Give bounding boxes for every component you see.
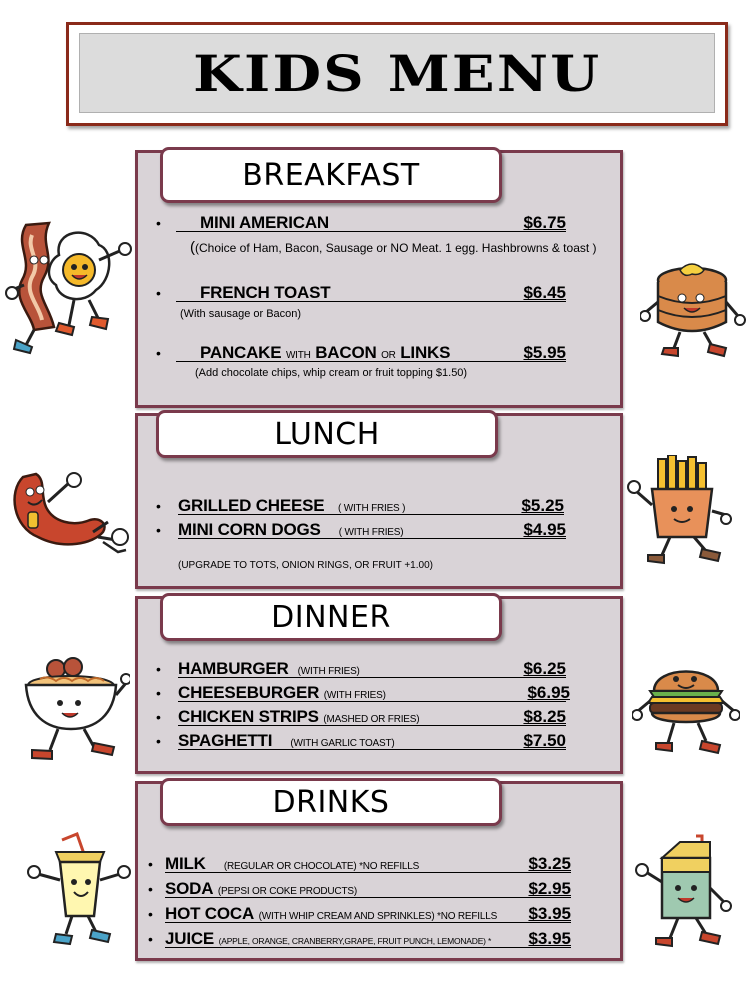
bullet: • (156, 345, 161, 361)
item-price: $6.45 (523, 283, 566, 302)
section-header: DRINKS (160, 778, 502, 826)
item-detail: ( WITH FRIES ) (338, 503, 406, 514)
item-name-text: MILK (165, 854, 206, 873)
menu-item (138, 854, 626, 876)
menu-item (138, 520, 626, 542)
item-name-part: PANCAKE (200, 343, 282, 362)
menu-item (138, 731, 626, 753)
spaghetti-bowl-icon (18, 655, 130, 765)
menu-item (138, 496, 626, 518)
menu-item (138, 929, 626, 951)
item-detail: (REGULAR OR CHOCOLATE) *NO REFILLS (223, 861, 420, 872)
item-name-text: CHEESEBURGER (178, 683, 320, 702)
bullet: • (156, 661, 161, 677)
item-detail: (PEPSI OR COKE PRODUCTS) (217, 886, 357, 897)
menu-item (138, 683, 626, 705)
menu-item (138, 904, 626, 926)
burger-icon (632, 655, 740, 761)
bullet: • (148, 881, 153, 897)
item-price: $3.25 (528, 854, 571, 873)
item-note: (Add chocolate chips, whip cream or fruit topping $1.50) (195, 367, 468, 379)
item-name-text: SODA (165, 879, 214, 898)
item-name (178, 707, 419, 727)
milkshake-cup-icon (22, 830, 134, 950)
section-header: DINNER (160, 593, 502, 641)
section-header: LUNCH (156, 410, 498, 458)
bullet: • (148, 931, 153, 947)
french-fries-icon (626, 455, 732, 567)
item-price: $6.25 (523, 659, 566, 678)
item-detail: (WITH WHIP CREAM AND SPRINKLES) *NO REFILLS (258, 911, 498, 922)
bullet: • (156, 522, 161, 538)
item-name (200, 343, 450, 363)
item-name (178, 659, 360, 679)
bullet: • (156, 498, 161, 514)
menu-item (138, 213, 626, 235)
item-price: $6.75 (523, 213, 566, 232)
bullet: • (156, 709, 161, 725)
item-price: $6.95 (527, 683, 570, 702)
bacon-and-egg-icon (4, 205, 136, 355)
item-detail: (WITH FRIES) (323, 690, 386, 701)
item-price: $5.25 (521, 496, 564, 515)
item-name-part: BACON (315, 343, 377, 362)
item-price: $7.50 (523, 731, 566, 750)
item-name-text: CHICKEN STRIPS (178, 707, 319, 726)
item-connector: OR (381, 350, 396, 361)
item-name-text: HAMBURGER (178, 659, 289, 678)
upgrade-note: (UPGRADE TO TOTS, ONION RINGS, OR FRUIT +1.00) (178, 560, 433, 571)
item-name-text: HOT COCA (165, 904, 255, 923)
item-connector: WITH (285, 350, 311, 361)
menu-item (138, 707, 626, 729)
item-name-text: SPAGHETTI (178, 731, 273, 750)
bullet: • (156, 733, 161, 749)
item-name-text: GRILLED CHEESE (178, 496, 325, 515)
item-detail: (WITH GARLIC TOAST) (290, 738, 395, 749)
section-header: BREAKFAST (160, 147, 502, 203)
item-price: $8.25 (523, 707, 566, 726)
juice-carton-icon (628, 832, 738, 952)
bullet: • (156, 685, 161, 701)
item-name (178, 683, 386, 703)
dinner-section (135, 596, 623, 774)
menu-title: KIDS MENU (192, 43, 602, 103)
item-price: $4.95 (523, 520, 566, 539)
item-name: FRENCH TOAST (200, 283, 331, 302)
item-note: ((Choice of Ham, Bacon, Sausage or NO Meat. 1 egg. Hashbrowns & toast ) (190, 239, 597, 256)
item-detail: (APPLE, ORANGE, CRANBERRY,GRAPE, FRUIT PUNCH, LEMONADE) * (218, 936, 492, 946)
breakfast-section (135, 150, 623, 408)
bullet: • (148, 906, 153, 922)
item-note-text: (Choice of Ham, Bacon, Sausage or NO Meat. 1 egg. Hashbrowns & toast ) (195, 241, 597, 255)
title-panel (79, 33, 715, 113)
item-name (178, 731, 395, 751)
sausage-icon (8, 462, 132, 558)
item-note: (With sausage or Bacon) (180, 308, 302, 320)
item-name (178, 496, 405, 516)
bullet: • (148, 856, 153, 872)
menu-item (138, 343, 626, 365)
menu-item (138, 659, 626, 681)
item-price: $3.95 (528, 929, 571, 948)
item-price: $3.95 (528, 904, 571, 923)
item-name-part: LINKS (400, 343, 451, 362)
item-detail: (WITH FRIES) (297, 666, 360, 677)
lunch-section (135, 413, 623, 589)
item-price: $2.95 (528, 879, 571, 898)
item-name (165, 929, 491, 949)
item-detail: ( WITH FRIES) (338, 527, 404, 538)
item-name (178, 520, 403, 540)
item-price: $5.95 (523, 343, 566, 362)
item-name (165, 854, 419, 874)
menu-item (138, 283, 626, 305)
bullet: • (156, 215, 161, 231)
title-banner (66, 22, 728, 126)
menu-item (138, 879, 626, 901)
drinks-section (135, 781, 623, 961)
item-name (165, 904, 497, 924)
item-name (165, 879, 357, 899)
item-name: MINI AMERICAN (200, 213, 329, 232)
item-name-text: JUICE (165, 929, 215, 948)
item-detail: (MASHED OR FRIES) (323, 714, 420, 725)
pancake-stack-icon (640, 252, 748, 362)
item-name-text: MINI CORN DOGS (178, 520, 321, 539)
bullet: • (156, 285, 161, 301)
